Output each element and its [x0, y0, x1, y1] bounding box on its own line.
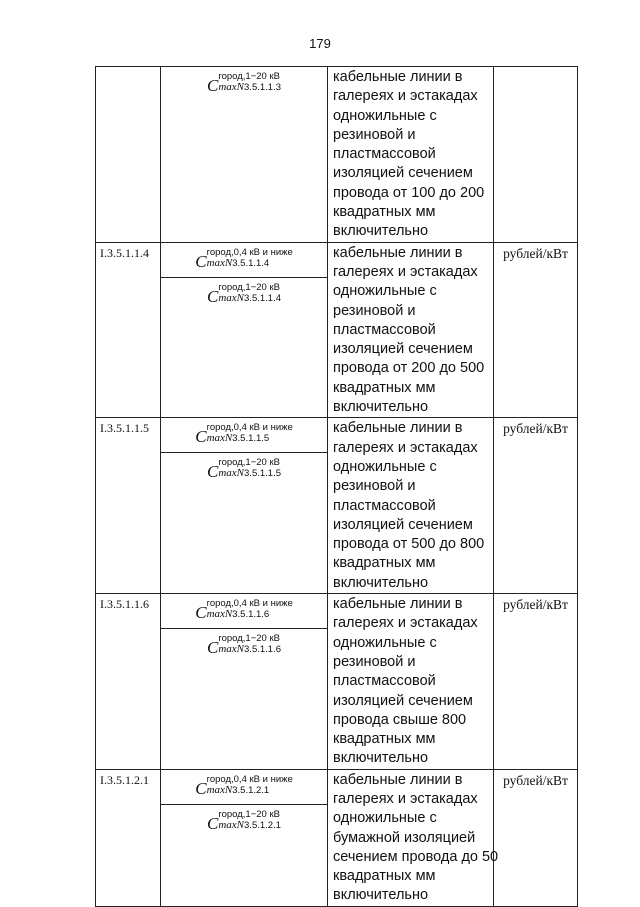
formula-subscript-variable: maxN	[218, 467, 245, 480]
description-line: включительно	[333, 887, 429, 904]
description-line: изоляцией сечением	[333, 341, 473, 358]
formula-subscript	[218, 644, 281, 655]
description-line: квадратных мм	[333, 731, 436, 748]
formula-scripts	[218, 282, 281, 304]
formula-scripts	[218, 71, 281, 93]
description-line: галереях и эстакадах	[333, 263, 478, 280]
formula-cell	[161, 594, 328, 770]
formula-subscript-variable: maxN	[206, 608, 233, 621]
description-line: сечением провода до 50	[333, 848, 499, 865]
description-line: галереях и эстакадах	[333, 88, 478, 105]
description-line: одножильные с	[333, 810, 437, 827]
table-body	[96, 67, 578, 907]
formula-subscript-code: 3.5.1.2.1	[232, 784, 270, 796]
row-description	[328, 67, 494, 243]
description-line: включительно	[333, 574, 429, 591]
formula-subscript-variable: maxN	[218, 81, 245, 93]
formula-subscript-variable: maxN	[218, 643, 245, 656]
row-code: I.3.5.1.1.6	[96, 594, 161, 770]
formula-superscript: город,1−20 кВ	[218, 281, 280, 293]
description-line: одножильные с	[333, 634, 437, 651]
description-line: провода от 500 до 800	[333, 536, 485, 553]
formula-superscript: город,1−20 кВ	[218, 808, 280, 820]
description-line: квадратных мм	[333, 555, 436, 572]
formula-symbol: C	[195, 603, 207, 623]
description-line: одножильные с	[333, 107, 437, 124]
formula-superscript: город,1−20 кВ	[218, 457, 280, 469]
rate-formula	[161, 628, 327, 663]
formula-superscript: город,0,4 кВ и ниже	[206, 422, 293, 434]
formula-subscript	[218, 82, 281, 93]
formula-superscript: город,1−20 кВ	[218, 71, 280, 82]
formula-subscript-code: 3.5.1.2.1	[244, 819, 281, 831]
description-line: пластмассовой	[333, 321, 436, 338]
formula-scripts	[218, 457, 281, 479]
formula-symbol: C	[195, 251, 207, 271]
description-line: кабельные линии в	[333, 244, 463, 261]
description-line: кабельные линии в	[333, 596, 463, 613]
formula-subscript	[218, 293, 281, 304]
row-unit: рублей/кВт	[494, 769, 578, 906]
description-line: включительно	[333, 750, 429, 767]
formula-superscript: город,0,4 кВ и ниже	[206, 246, 293, 258]
description-line: включительно	[333, 223, 429, 240]
rate-formula	[161, 243, 327, 277]
description-line: резиновой и	[333, 478, 416, 495]
description-line: одножильные с	[333, 283, 437, 300]
description-line: резиновой и	[333, 653, 416, 670]
description-line: включительно	[333, 399, 429, 416]
formula-cell	[161, 769, 328, 906]
formula-subscript-code: 3.5.1.1.5	[244, 468, 281, 480]
table-row	[96, 418, 578, 594]
rate-formula	[161, 770, 327, 804]
formula-subscript-variable: maxN	[206, 783, 233, 796]
rate-formula	[161, 804, 327, 839]
formula-subscript-code: 3.5.1.1.5	[232, 433, 270, 445]
formula-subscript-variable: maxN	[206, 432, 233, 445]
formula-subscript	[207, 609, 293, 620]
formula-subscript-variable: maxN	[218, 291, 245, 304]
description-line: провода от 100 до 200	[333, 184, 485, 201]
row-description	[328, 769, 499, 906]
row-code: I.3.5.1.1.5	[96, 418, 161, 594]
formula-superscript: город,1−20 кВ	[218, 633, 280, 645]
row-unit: рублей/кВт	[494, 594, 578, 770]
table-row	[96, 769, 578, 906]
rate-formula	[161, 452, 327, 487]
formula-scripts	[207, 598, 293, 620]
rate-formula	[161, 277, 327, 312]
formula-subscript	[207, 433, 293, 444]
description-line: галереях и эстакадах	[333, 615, 478, 632]
formula-subscript-code: 3.5.1.1.4	[244, 292, 281, 304]
description-line: галереях и эстакадах	[333, 790, 478, 807]
description-line: пластмассовой	[333, 146, 436, 163]
tariff-table	[95, 66, 578, 907]
description-line: квадратных мм	[333, 379, 436, 396]
description-line: квадратных мм	[333, 204, 436, 221]
description-line: провода от 200 до 500	[333, 360, 485, 377]
formula-subscript	[207, 785, 293, 796]
formula-subscript-code: 3.5.1.1.3	[244, 82, 281, 93]
description-line: кабельные линии в	[333, 771, 463, 788]
formula-scripts	[218, 809, 281, 831]
formula-symbol: C	[207, 76, 219, 95]
rate-formula	[161, 67, 327, 101]
page-number: 179	[309, 36, 331, 51]
description-line: квадратных мм	[333, 868, 436, 885]
rate-formula	[161, 418, 327, 452]
row-unit: рублей/кВт	[494, 242, 578, 418]
row-unit	[494, 67, 578, 243]
row-code: I.3.5.1.1.4	[96, 242, 161, 418]
description-line: резиновой и	[333, 126, 416, 143]
formula-symbol: C	[195, 427, 207, 447]
formula-subscript-code: 3.5.1.1.4	[232, 257, 270, 269]
description-line: пластмассовой	[333, 673, 436, 690]
formula-subscript-code: 3.5.1.1.6	[244, 644, 281, 656]
formula-scripts	[207, 422, 293, 444]
formula-subscript	[218, 468, 281, 479]
formula-symbol: C	[207, 286, 219, 306]
description-line: одножильные с	[333, 458, 437, 475]
description-line: кабельные линии в	[333, 69, 463, 85]
rate-formula	[161, 594, 327, 628]
formula-subscript-variable: maxN	[218, 818, 245, 831]
formula-scripts	[207, 774, 293, 796]
row-description	[328, 418, 494, 594]
row-code: I.3.5.1.2.1	[96, 769, 161, 906]
row-description	[328, 242, 494, 418]
formula-scripts	[207, 247, 293, 269]
formula-cell	[161, 242, 328, 418]
description-line: изоляцией сечением	[333, 516, 473, 533]
formula-symbol: C	[207, 462, 219, 482]
description-line: изоляцией сечением	[333, 692, 473, 709]
description-line: галереях и эстакадах	[333, 439, 478, 456]
row-unit: рублей/кВт	[494, 418, 578, 594]
formula-subscript-variable: maxN	[206, 256, 233, 269]
formula-superscript: город,0,4 кВ и ниже	[206, 773, 293, 785]
formula-superscript: город,0,4 кВ и ниже	[206, 598, 293, 610]
formula-cell	[161, 67, 328, 243]
description-line: изоляцией сечением	[333, 165, 473, 182]
table-row	[96, 242, 578, 418]
formula-symbol: C	[195, 778, 207, 798]
formula-cell	[161, 418, 328, 594]
formula-subscript	[218, 820, 281, 831]
description-line: пластмассовой	[333, 497, 436, 514]
row-description	[328, 594, 494, 770]
description-line: резиновой и	[333, 302, 416, 319]
description-line: кабельные линии в	[333, 420, 463, 437]
formula-symbol: C	[207, 813, 219, 833]
formula-scripts	[218, 633, 281, 655]
formula-subscript-code: 3.5.1.1.6	[232, 609, 270, 621]
description-line: бумажной изоляцией	[333, 829, 476, 846]
table-row	[96, 67, 578, 243]
row-code	[96, 67, 161, 243]
description-line: провода свыше 800	[333, 711, 467, 728]
table-row	[96, 594, 578, 770]
formula-symbol: C	[207, 638, 219, 658]
formula-subscript	[207, 258, 293, 269]
